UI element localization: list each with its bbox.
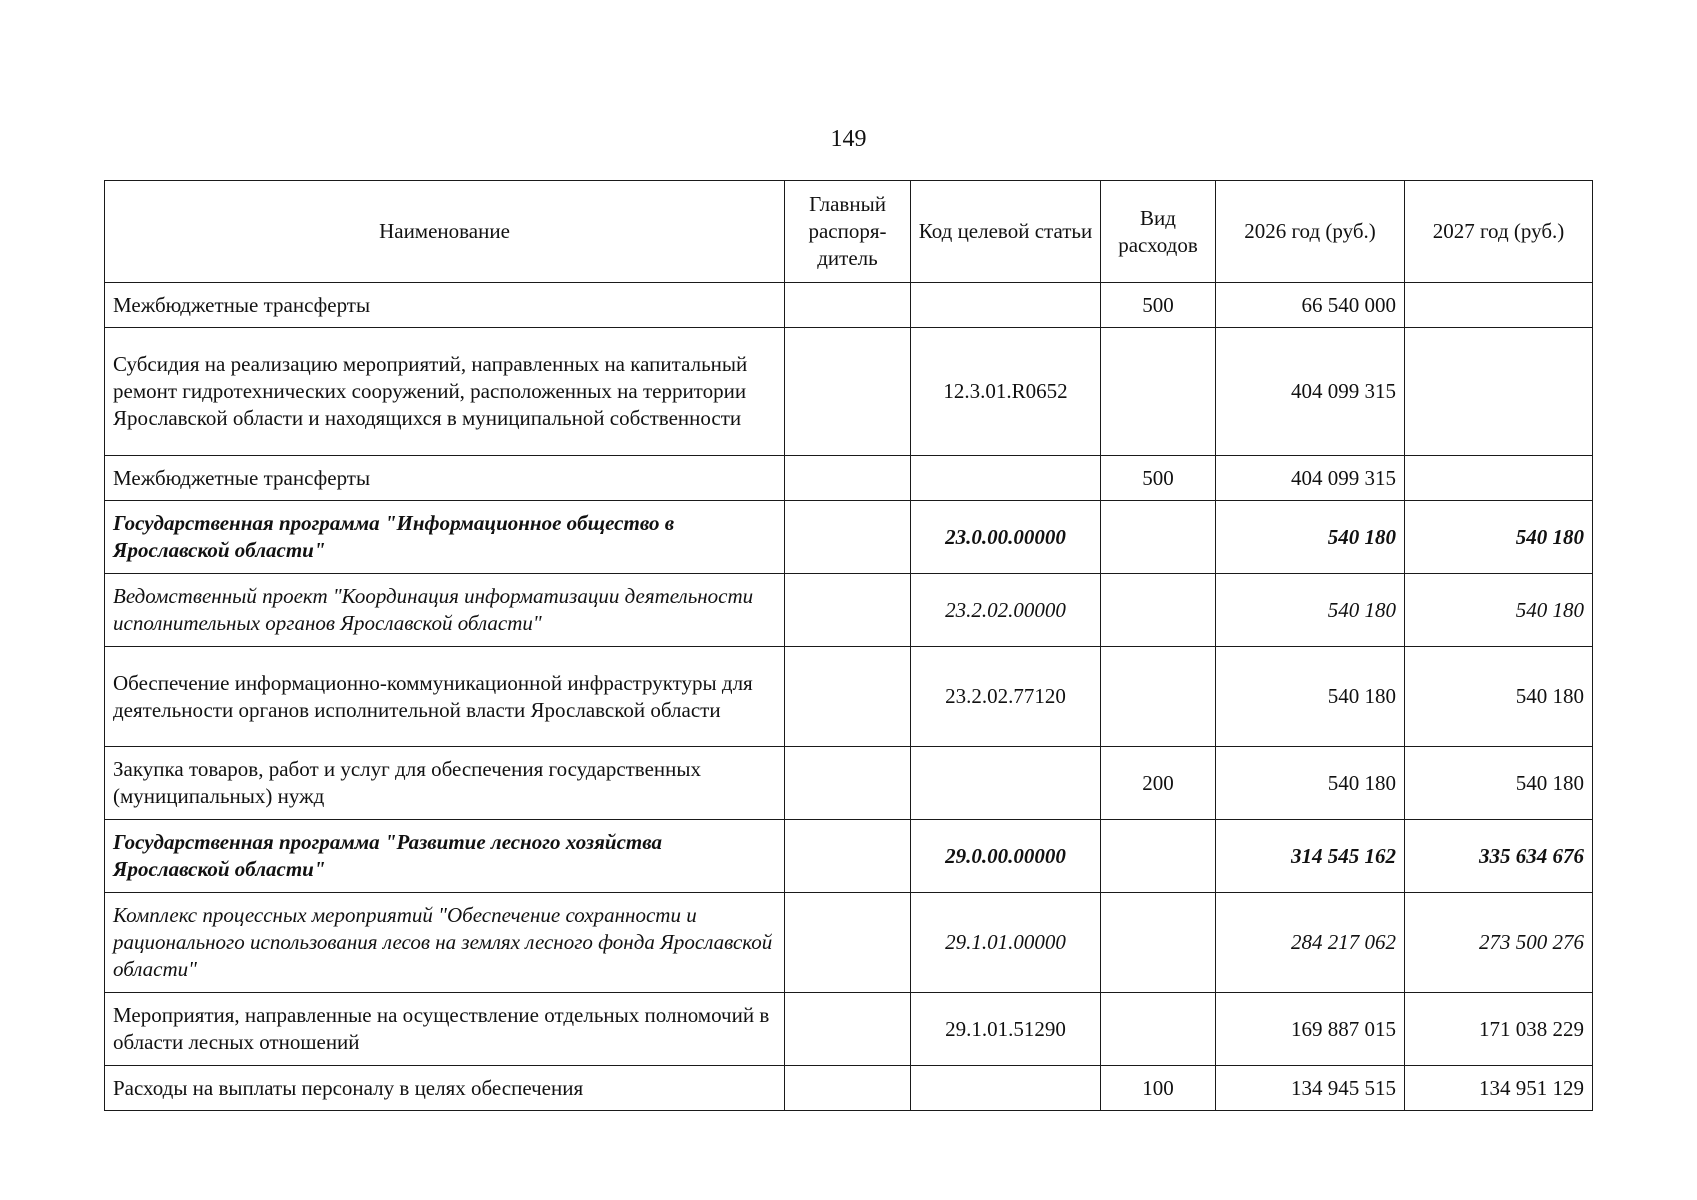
cell-name: Ведомственный проект "Координация информатизации деятельности исполнительных органов Ярославской области" [105,574,785,647]
cell-name: Межбюджетные трансферты [105,283,785,328]
cell-type [1101,328,1216,456]
cell-manager [785,820,911,893]
cell-code [911,456,1101,501]
cell-type: 500 [1101,283,1216,328]
table-body [105,283,1593,1111]
cell-name: Расходы на выплаты персоналу в целях обеспечения [105,1066,785,1111]
cell-manager [785,747,911,820]
cell-type: 200 [1101,747,1216,820]
cell-2027: 335 634 676 [1405,820,1593,893]
table-row [105,456,1593,501]
table-row [105,893,1593,993]
header-2027: 2027 год (руб.) [1405,181,1593,283]
table-row [105,328,1593,456]
cell-manager [785,283,911,328]
table-row [105,283,1593,328]
table-row [105,574,1593,647]
header-code: Код целевой статьи [911,181,1101,283]
cell-manager [785,993,911,1066]
cell-name: Закупка товаров, работ и услуг для обеспечения государственных (муниципальных) нужд [105,747,785,820]
cell-code: 29.0.00.00000 [911,820,1101,893]
cell-2026: 540 180 [1216,501,1405,574]
table-row [105,747,1593,820]
cell-code: 29.1.01.00000 [911,893,1101,993]
table-row [105,1066,1593,1111]
cell-name: Субсидия на реализацию мероприятий, направленных на капитальный ремонт гидротехнических сооружений, расположенных на территории Ярославской области и находящихся в муниципальной собственности [105,328,785,456]
page-number: 149 [830,126,867,152]
cell-type [1101,893,1216,993]
cell-type [1101,993,1216,1066]
cell-manager [785,501,911,574]
cell-type [1101,574,1216,647]
cell-2026: 540 180 [1216,747,1405,820]
cell-name: Обеспечение информационно-коммуникационной инфраструктуры для деятельности органов исполнительной власти Ярославской области [105,647,785,747]
header-2026: 2026 год (руб.) [1216,181,1405,283]
cell-2027: 540 180 [1405,747,1593,820]
cell-type: 500 [1101,456,1216,501]
cell-2027 [1405,328,1593,456]
cell-code [911,747,1101,820]
cell-name: Мероприятия, направленные на осуществление отдельных полномочий в области лесных отношений [105,993,785,1066]
cell-2026: 66 540 000 [1216,283,1405,328]
cell-2026: 540 180 [1216,647,1405,747]
cell-manager [785,893,911,993]
cell-type: 100 [1101,1066,1216,1111]
cell-code: 29.1.01.51290 [911,993,1101,1066]
cell-2027: 273 500 276 [1405,893,1593,993]
cell-code: 23.2.02.00000 [911,574,1101,647]
cell-name: Государственная программа "Развитие лесного хозяйства Ярославской области" [105,820,785,893]
budget-table [104,180,1593,1111]
header-manager: Главный распоря-дитель [785,181,911,283]
cell-2026: 314 545 162 [1216,820,1405,893]
cell-name: Государственная программа "Информационное общество в Ярославской области" [105,501,785,574]
cell-code [911,1066,1101,1111]
cell-code: 12.3.01.R0652 [911,328,1101,456]
cell-2026: 404 099 315 [1216,456,1405,501]
header-name: Наименование [105,181,785,283]
cell-2026: 169 887 015 [1216,993,1405,1066]
cell-2026: 284 217 062 [1216,893,1405,993]
cell-manager [785,456,911,501]
cell-manager [785,574,911,647]
cell-manager [785,328,911,456]
cell-code: 23.2.02.77120 [911,647,1101,747]
cell-2027: 540 180 [1405,501,1593,574]
table-row [105,993,1593,1066]
table-row [105,647,1593,747]
cell-type [1101,647,1216,747]
table-row [105,501,1593,574]
cell-name: Комплекс процессных мероприятий "Обеспечение сохранности и рационального использования лесов на землях лесного фонда Ярославской области" [105,893,785,993]
cell-manager [785,647,911,747]
header-type: Вид расходов [1101,181,1216,283]
cell-type [1101,501,1216,574]
cell-2027 [1405,456,1593,501]
cell-code: 23.0.00.00000 [911,501,1101,574]
cell-name: Межбюджетные трансферты [105,456,785,501]
cell-2026: 540 180 [1216,574,1405,647]
cell-2026: 404 099 315 [1216,328,1405,456]
cell-2027: 134 951 129 [1405,1066,1593,1111]
cell-2026: 134 945 515 [1216,1066,1405,1111]
cell-2027 [1405,283,1593,328]
cell-manager [785,1066,911,1111]
cell-2027: 171 038 229 [1405,993,1593,1066]
table-row [105,820,1593,893]
cell-code [911,283,1101,328]
cell-type [1101,820,1216,893]
cell-2027: 540 180 [1405,647,1593,747]
cell-2027: 540 180 [1405,574,1593,647]
header-row [105,181,1593,283]
